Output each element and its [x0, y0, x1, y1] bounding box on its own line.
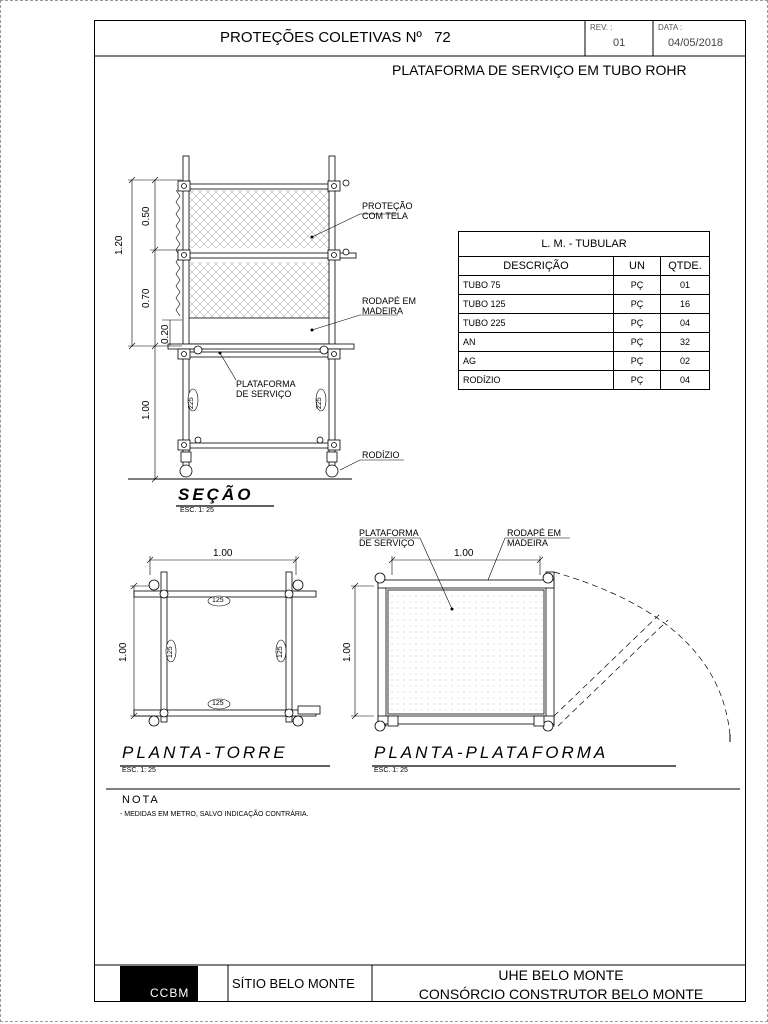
- upright-right: [329, 156, 335, 468]
- plan-tower-tube-top: 125: [212, 597, 224, 604]
- plan-platform-dim-height: 1.00: [342, 642, 353, 662]
- rev-label: REV. :: [590, 23, 613, 32]
- table-row: [459, 314, 710, 333]
- table-row: [459, 333, 710, 352]
- plan-tower-scale: ESC. 1: 25: [122, 767, 156, 774]
- base-tube: [180, 443, 338, 448]
- protection-mesh-lower: [188, 262, 331, 318]
- table-cell-unit: PÇ: [614, 314, 661, 333]
- tube-label-225-left: 225: [188, 397, 195, 409]
- note-text: - MEDIDAS EM METRO, SALVO INDICAÇÃO CONTRÁRIA.: [120, 811, 309, 818]
- label-platform: [236, 379, 296, 399]
- label-platform-line1: PLATAFORMA: [236, 379, 296, 389]
- dim-total-label: 1.20: [114, 235, 125, 255]
- project-title-line1: UHE BELO MONTE: [498, 967, 624, 983]
- drawing-subtitle: PLATAFORMA DE SERVIÇO EM TUBO ROHR: [392, 62, 687, 78]
- table-cell-qty: 16: [661, 295, 710, 314]
- section-dimensions: [128, 177, 182, 482]
- table-header-quantity: QTDE.: [661, 257, 710, 276]
- plan-tower-view: [120, 556, 330, 766]
- date-value: 04/05/2018: [668, 37, 724, 49]
- label-protection-line1: PROTEÇÃO: [362, 201, 413, 211]
- table-cell-unit: PÇ: [614, 276, 661, 295]
- plan-label-platform: [359, 528, 419, 548]
- label-skirting-line1: RODAPÉ EM: [362, 296, 417, 306]
- table-cell-qty: 04: [661, 371, 710, 390]
- plan-platform-view: [351, 538, 730, 766]
- table-cell-qty: 32: [661, 333, 710, 352]
- casters: [180, 452, 338, 477]
- table-cell-unit: PÇ: [614, 352, 661, 371]
- plan-platform-dim-width: 1.00: [454, 548, 474, 559]
- lower-tube: [180, 352, 338, 357]
- table-cell-unit: PÇ: [614, 333, 661, 352]
- tube-label-225-right: 225: [316, 397, 323, 409]
- plan-platform-title: PLANTA-PLATAFORMA: [374, 743, 609, 762]
- table-cell-qty: 01: [661, 276, 710, 295]
- plan-tower-tube-left: 125: [167, 646, 174, 658]
- label-skirting-line2: MADEIRA: [362, 306, 404, 316]
- project-title-line2: CONSÓRCIO CONSTRUTOR BELO MONTE: [418, 986, 704, 1002]
- table-header-unit: UN: [614, 257, 661, 276]
- table-cell-desc: TUBO 75: [459, 276, 614, 295]
- section-title: SEÇÃO: [178, 485, 254, 504]
- company-logo: CCBM: [150, 986, 190, 1000]
- date-label: DATA :: [658, 23, 683, 32]
- table-cell-unit: PÇ: [614, 295, 661, 314]
- table-caption: L. M. - TUBULAR: [459, 232, 710, 257]
- material-list-table: [458, 231, 710, 390]
- table-row: [459, 371, 710, 390]
- table-row: [459, 276, 710, 295]
- table-cell-qty: 02: [661, 352, 710, 371]
- table-cell-desc: TUBO 125: [459, 295, 614, 314]
- project-title: [376, 966, 746, 1004]
- plan-tower-dim-width: 1.00: [213, 548, 233, 559]
- dim-top-label: 0.50: [141, 206, 152, 226]
- site-name: SÍTIO BELO MONTE: [232, 976, 355, 991]
- plan-label-skirting-line1: RODAPÉ EM: [507, 528, 562, 538]
- section-scale: ESC. 1: 25: [180, 507, 214, 514]
- plan-label-skirting-line2: MADEIRA: [507, 538, 549, 548]
- header-title: [220, 29, 451, 46]
- plan-label-platform-line1: PLATAFORMA: [359, 528, 419, 538]
- plan-platform-scale: ESC. 1: 25: [374, 767, 408, 774]
- table-row: [459, 352, 710, 371]
- table-cell-desc: AG: [459, 352, 614, 371]
- label-skirting: [362, 296, 416, 316]
- table-cell-desc: TUBO 225: [459, 314, 614, 333]
- table-header-description: DESCRIÇÃO: [459, 257, 614, 276]
- label-caster: RODÍZIO: [362, 450, 400, 460]
- upright-left: [183, 156, 189, 468]
- note-title: NOTA: [122, 794, 160, 806]
- table-cell-qty: 04: [661, 314, 710, 333]
- label-protection: [362, 201, 413, 221]
- plan-tower-title: PLANTA-TORRE: [122, 743, 288, 762]
- table-cell-unit: PÇ: [614, 371, 661, 390]
- header-title-text: PROTEÇÕES COLETIVAS Nº: [220, 29, 422, 46]
- rev-value: 01: [613, 37, 626, 49]
- guardrail-top: [180, 184, 338, 189]
- plan-tower-tube-bottom: 125: [212, 700, 224, 707]
- plan-label-platform-line2: DE SERVIÇO: [359, 538, 415, 548]
- dim-mid-label: 0.70: [141, 288, 152, 308]
- plan-tower-dim-height: 1.00: [118, 642, 129, 662]
- table-cell-desc: AN: [459, 333, 614, 352]
- dim-small-label: 0.20: [160, 324, 171, 344]
- label-protection-line2: COM TELA: [362, 211, 408, 221]
- table-row: [459, 295, 710, 314]
- platform-deck-plan: [388, 590, 544, 714]
- skirting-board: [188, 318, 331, 344]
- label-platform-line2: DE SERVIÇO: [236, 389, 292, 399]
- plan-tower-tube-right: 125: [277, 646, 284, 658]
- table-cell-desc: RODÍZIO: [459, 371, 614, 390]
- dim-bottom-label: 1.00: [141, 400, 152, 420]
- header-number: 72: [434, 29, 451, 46]
- protection-mesh-upper: [188, 190, 331, 248]
- plan-label-skirting: [507, 528, 561, 548]
